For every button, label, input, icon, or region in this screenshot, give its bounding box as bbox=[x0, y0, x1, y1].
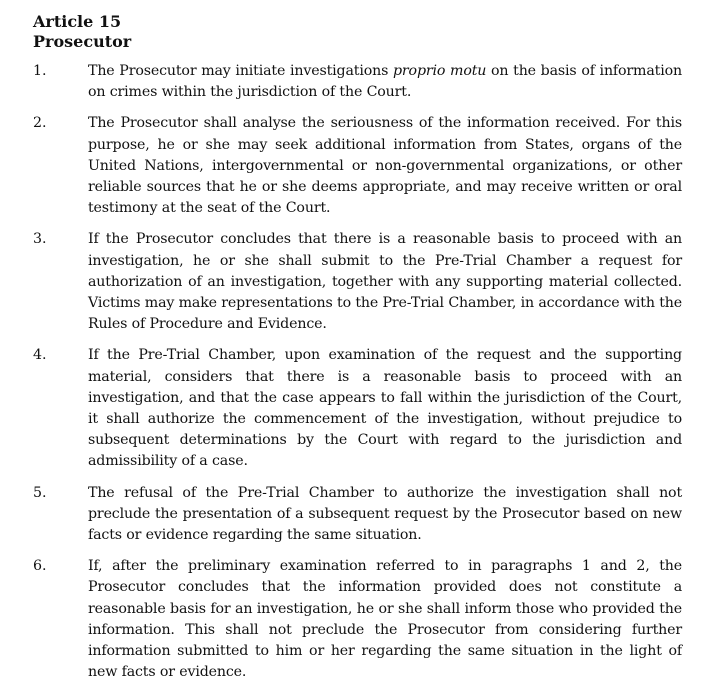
paragraph-1 bbox=[33, 61, 682, 103]
paragraph-number: 6. bbox=[33, 558, 47, 575]
paragraph-text: The Prosecutor shall analyse the seriousness of the information received. For this purpose, he or she may seek additional information from States, organs of the United Nations, intergovernmental or non-governmental organizations, or other reliable sources that he or she deems appropriate, and may receive written or oral testimony at the seat of the Court. bbox=[88, 115, 682, 217]
paragraph-number: 5. bbox=[33, 484, 47, 501]
paragraph-text: The Prosecutor may initiate investigations proprio motu on the basis of information on crimes within the jurisdiction of the Court. bbox=[88, 63, 682, 101]
paragraph-3 bbox=[33, 229, 682, 335]
paragraph-4 bbox=[33, 345, 682, 472]
paragraph-text: If, after the preliminary examination referred to in paragraphs 1 and 2, the Prosecutor concludes that the information provided does not constitute a reasonable basis for an investigation, he or she shall inform those who provided the information. This shall not preclude the Prosecutor from considering further information submitted to him or her regarding the same situation in the light of new facts or evidence. bbox=[88, 558, 682, 681]
paragraph-number: 1. bbox=[33, 63, 47, 79]
paragraph-list bbox=[33, 61, 682, 683]
paragraph-2 bbox=[33, 113, 682, 219]
article-number: Article 15 bbox=[33, 12, 122, 31]
paragraph-text: If the Prosecutor concludes that there is a reasonable basis to proceed with an investigation, he or she shall submit to the Pre-Trial Chamber a request for authorization of an investigation, together with any supporting material collected. Victims may make representations to the Pre-Trial Chamber, in accordance with the Rules of Procedure and Evidence. bbox=[88, 231, 682, 333]
paragraph-number: 2. bbox=[33, 115, 47, 132]
article-title: Prosecutor bbox=[33, 32, 132, 51]
paragraph-6 bbox=[33, 556, 682, 683]
latin-term: proprio motu bbox=[392, 63, 487, 79]
paragraph-text: The refusal of the Pre-Trial Chamber to authorize the investigation shall not preclude the presentation of a subsequent request by the Prosecutor based on new facts or evidence regarding the same situation. bbox=[88, 484, 682, 544]
paragraph-number: 4. bbox=[33, 347, 47, 364]
paragraph-5 bbox=[33, 483, 682, 547]
paragraph-text: If the Pre-Trial Chamber, upon examination of the request and the supporting material, considers that there is a reasonable basis to proceed with an investigation, and that the case appears to fall within the jurisdiction of the Court, it shall authorize the commencement of the investigation, without prejudice to subsequent determinations by the Court with regard to the jurisdiction and admissibility of a case. bbox=[88, 347, 682, 470]
paragraph-number: 3. bbox=[33, 231, 47, 248]
